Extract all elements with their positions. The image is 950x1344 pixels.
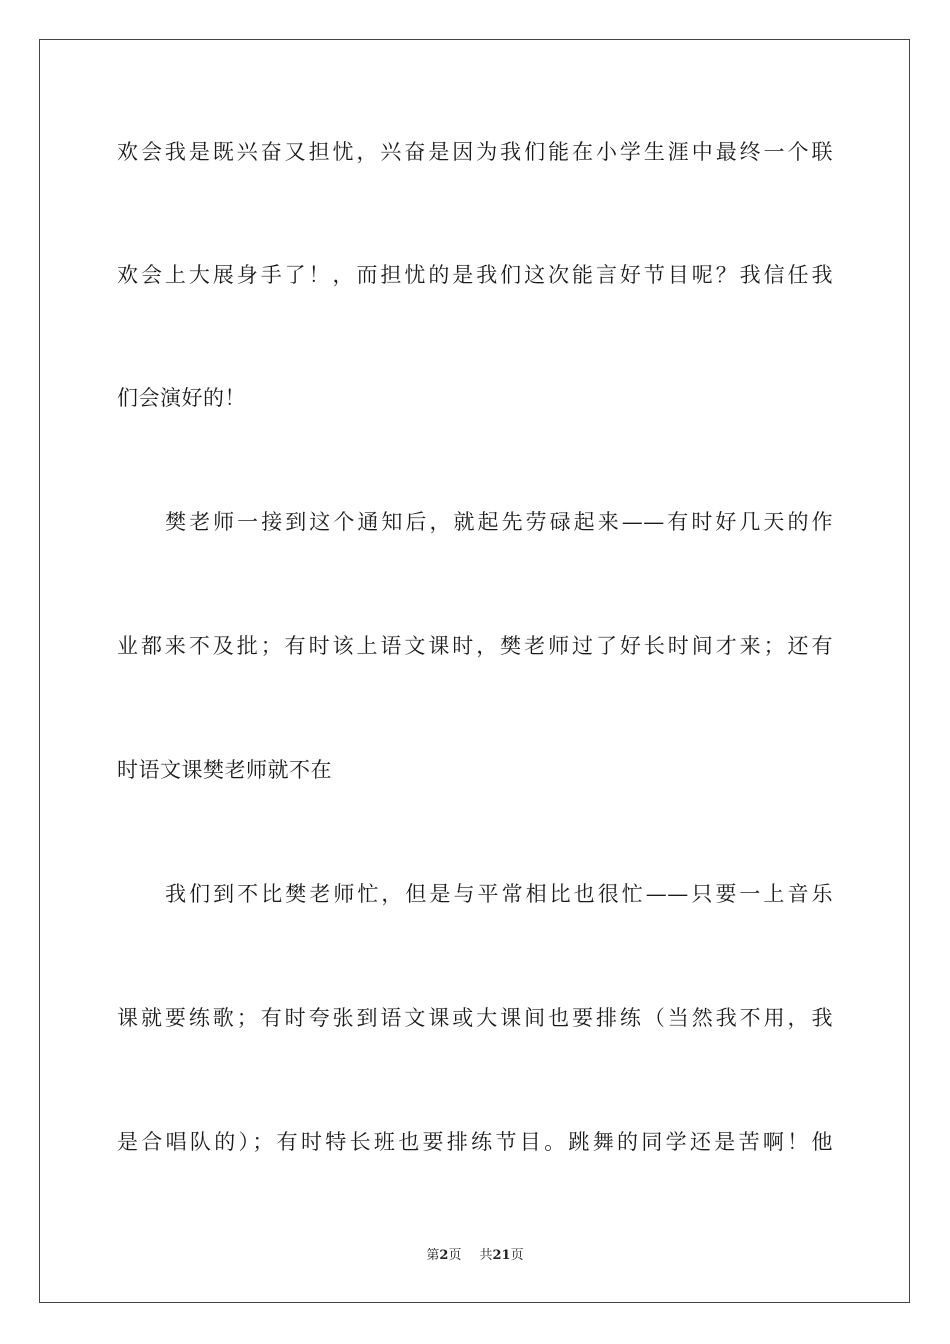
page-border [39,39,910,1303]
page-prefix: 第 [426,1248,440,1263]
total-pages: 21 [492,1248,511,1263]
total-suffix: 页 [510,1248,524,1263]
text-line-3: 们会演好的！ [117,386,246,410]
total-prefix: 共 [479,1248,493,1263]
text-line-1: 欢会我是既兴奋又担忧，兴奋是因为我们能在小学生涯中最终一个联 [117,140,833,164]
page-suffix: 页 [448,1248,462,1263]
text-line-9: 是合唱队的）；有时特长班也要排练节目。跳舞的同学还是苦啊！他 [117,1130,833,1154]
text-line-8: 课就要练歌；有时夸张到语文课或大课间也要排练（当然我不用，我 [117,1006,833,1030]
page-footer [0,1248,950,1264]
text-line-2: 欢会上大展身手了！，而担忧的是我们这次能言好节目呢？我信任我 [117,263,833,287]
text-line-5: 业都来不及批；有时该上语文课时，樊老师过了好长时间才来；还有 [117,634,833,658]
text-line-4: 樊老师一接到这个通知后，就起先劳碌起来——有时好几天的作 [117,510,833,534]
page-number: 2 [439,1248,449,1263]
text-line-7: 我们到不比樊老师忙，但是与平常相比也很忙——只要一上音乐 [117,882,833,906]
text-line-6: 时语文课樊老师就不在 [117,758,332,782]
